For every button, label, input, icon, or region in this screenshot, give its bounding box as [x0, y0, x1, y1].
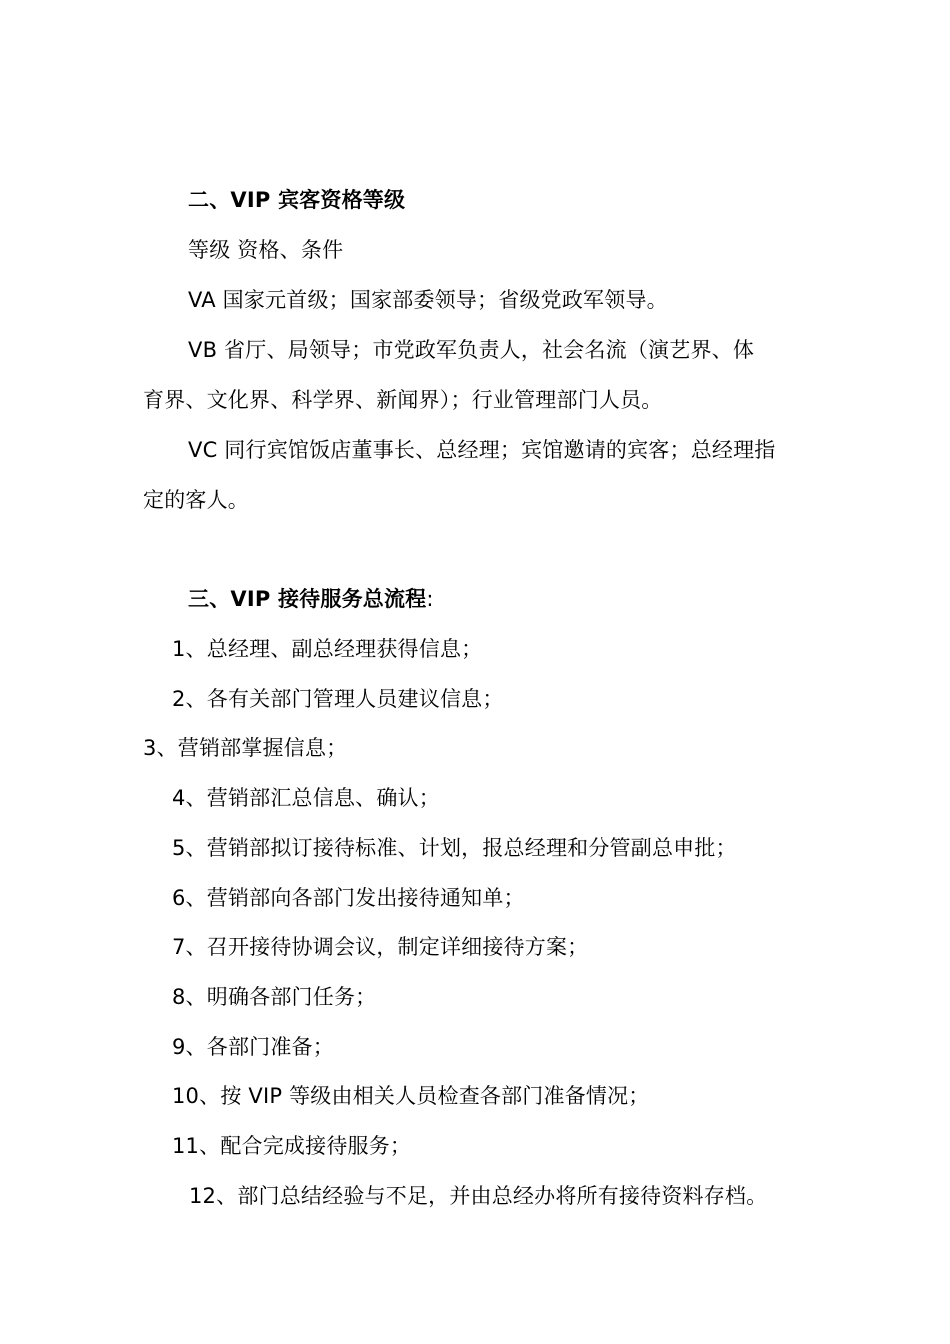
section-3-heading [188, 584, 434, 614]
process-step-6: 6、营销部向各部门发出接待通知单； [172, 886, 525, 910]
grade-table-header: 等级 资格、条件 [188, 238, 344, 262]
process-step-11: 11、配合完成接待服务； [172, 1134, 412, 1158]
grade-va: VA 国家元首级；国家部委领导；省级党政军领导。 [188, 288, 668, 312]
process-step-1: 1、总经理、副总经理获得信息； [172, 637, 483, 661]
section-2-heading: 二、VIP 宾客资格等级 [188, 188, 406, 212]
process-step-10: 10、按 VIP 等级由相关人员检查各部门准备情况； [172, 1084, 650, 1108]
process-step-8: 8、明确各部门任务； [172, 985, 377, 1009]
section-3-heading-colon: : [426, 587, 434, 611]
process-step-4: 4、营销部汇总信息、确认； [172, 786, 440, 810]
grade-vc-line-2: 定的客人。 [143, 488, 249, 512]
process-step-12: 12、部门总结经验与不足，并由总经办将所有接待资料存档。 [189, 1184, 768, 1208]
grade-vb-line-2: 育界、文化界、科学界、新闻界）；行业管理部门人员。 [143, 388, 663, 412]
process-step-3: 3、营销部掌握信息； [143, 736, 348, 760]
grade-vb-line-1: VB 省厅、局领导；市党政军负责人，社会名流（演艺界、体 [188, 338, 755, 362]
grade-vc-line-1: VC 同行宾馆饭店董事长、总经理；宾馆邀请的宾客；总经理指 [188, 438, 776, 462]
process-step-9: 9、各部门准备； [172, 1035, 334, 1059]
process-step-5: 5、营销部拟订接待标准、计划，报总经理和分管副总申批； [172, 836, 737, 860]
section-3-heading-text: 三、VIP 接待服务总流程 [188, 587, 427, 611]
process-step-2: 2、各有关部门管理人员建议信息； [172, 687, 504, 711]
process-step-7: 7、召开接待协调会议，制定详细接待方案； [172, 935, 589, 959]
